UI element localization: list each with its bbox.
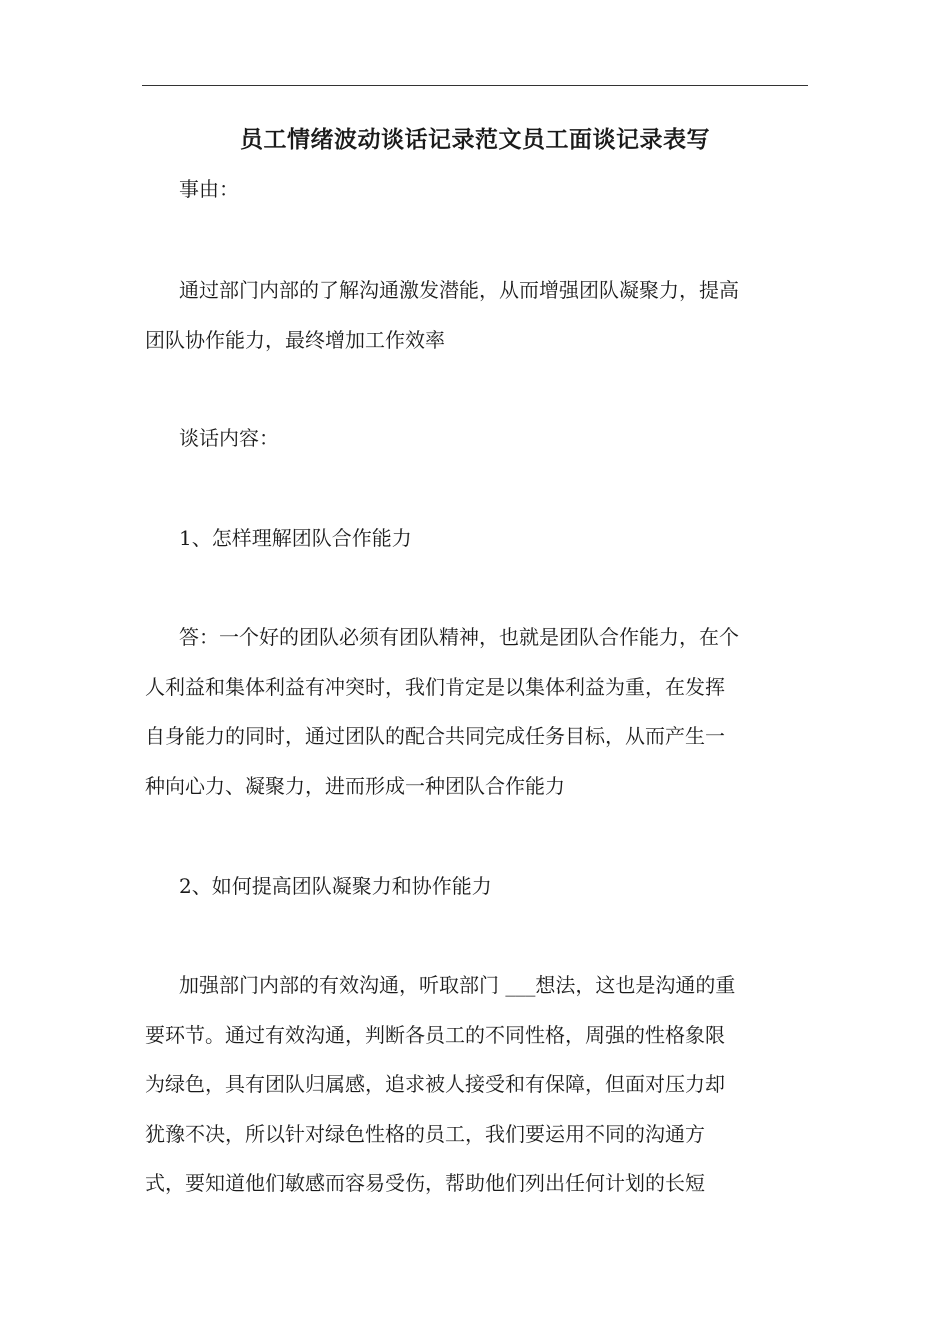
top-divider (142, 85, 808, 86)
reason-paragraph (145, 266, 807, 365)
reason-label-block (145, 165, 807, 215)
paragraph-line: 团队协作能力，最终增加工作效率 (145, 327, 445, 352)
answer-2-paragraph (145, 961, 807, 1209)
paragraph-line: 为绿色，具有团队归属感，追求被人接受和有保障，但面对压力却 (145, 1072, 725, 1096)
paragraph-line: 种向心力、凝聚力，进而形成一种团队合作能力 (145, 773, 565, 798)
paragraph-line: 加强部门内部的有效沟通，听取部门 ___想法，这也是沟通的重 (179, 973, 736, 997)
paragraph-line: 犹豫不决，所以针对绿色性格的员工，我们要运用不同的沟通方 (145, 1121, 705, 1146)
paragraph-line: 自身能力的同时，通过团队的配合共同完成任务目标，从而产生一 (145, 724, 725, 748)
answer-1-paragraph (145, 613, 807, 811)
paragraph-line: 答：一个好的团队必须有团队精神，也就是团队合作能力，在个 (179, 625, 739, 649)
content-label-block (145, 414, 807, 464)
question-1: 1、怎样理解团队合作能力 (179, 526, 412, 550)
question-2: 2、如何提高团队凝聚力和协作能力 (179, 874, 492, 898)
question-1-block (145, 514, 807, 564)
paragraph-line: 通过部门内部的了解沟通激发潜能，从而增强团队凝聚力，提高 (179, 278, 739, 302)
document-title: 员工情绪波动谈话记录范文员工面谈记录表写 (240, 127, 710, 153)
content-label: 谈话内容： (179, 426, 279, 450)
paragraph-line: 要环节。通过有效沟通，判断各员工的不同性格，周强的性格象限 (145, 1022, 725, 1047)
reason-label: 事由： (179, 177, 239, 201)
paragraph-line: 人利益和集体利益有冲突时，我们肯定是以集体利益为重，在发挥 (145, 674, 725, 699)
question-2-block (145, 862, 807, 912)
paragraph-line: 式，要知道他们敏感而容易受伤，帮助他们列出任何计划的长短 (145, 1171, 705, 1195)
